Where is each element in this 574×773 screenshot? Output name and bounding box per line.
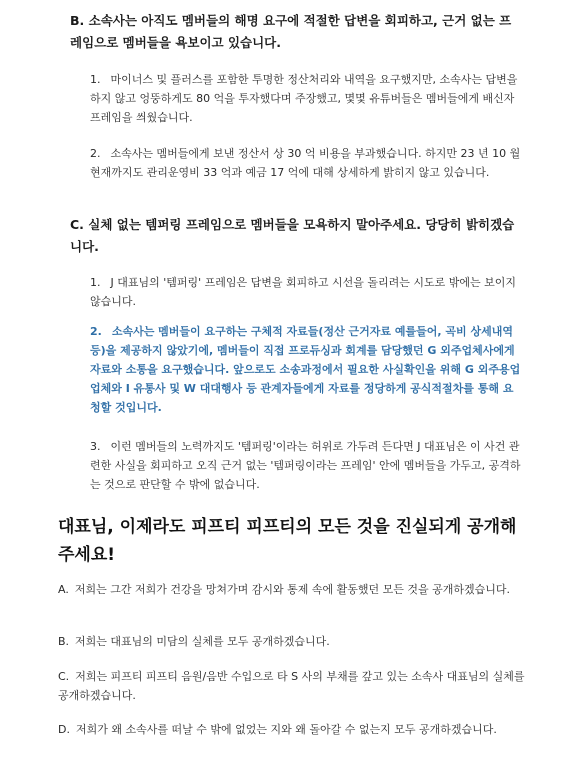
item-text: J 대표님의 '템퍼링' 프레임은 답변을 회피하고 시선을 돌리려는 시도로 밖에는 보이지 않습니다. (90, 276, 517, 308)
appeal-item-b (58, 632, 528, 651)
item-text: 저희가 왜 소속사를 떠날 수 밖에 없었는 지와 왜 돌아갈 수 없는지 모두 공개하겠습니다. (75, 723, 497, 736)
item-text: 이런 멤버들의 노력까지도 '템퍼링'이라는 허위로 가두려 든다면 J 대표님은 이 사건 관련한 사실을 회피하고 오직 근거 없는 '템퍼링이라는 프레임' 안에 멤버들을 가두고, 공격하는 것으로 판단할 수 밖에 없습니다. (90, 440, 521, 491)
item-text: 저희는 대표님의 미담의 실체를 모두 공개하겠습니다. (75, 635, 330, 648)
section-b-item-2 (90, 144, 522, 182)
item-text: 소속사는 멤버들이 요구하는 구체적 자료들(정산 근거자료 예를들어, 곡비 상세내역 등)을 제공하지 않았기에, 멤버들이 직접 프로듀싱과 회계를 담당했던 G 외주업체사에게 자료와 소통을 요구했습니다. 앞으로도 소송과정에서 필요한 사실확인을 위해 G 외주용업업체와 I 유통사 및 W 대대행사 등 관계자들에게 자료를 정당하게 공식적절차를 통해 요청할 것입니다. (90, 325, 521, 414)
item-text: 저희는 피프티 피프티 음원/음반 수입으로 타 S 사의 부채를 갚고 있는 소속사 대표님의 실체를 공개하겠습니다. (58, 670, 525, 702)
item-letter: A. (58, 583, 69, 596)
appeal-heading: 대표님, 이제라도 피프티 피프티의 모든 것을 진실되게 공개해 주세요! (58, 517, 517, 565)
item-text: 소속사는 멤버들에게 보낸 정산서 상 30 억 비용을 부과했습니다. 하지만 23 년 10 월 현재까지도 관리운영비 33 억과 예금 17 억에 대해 상세하게 밝히지 않고 있습니다. (90, 147, 521, 179)
section-c-heading: C. 실체 없는 템퍼링 프레임으로 멤버들을 모욕하지 말아주세요. 당당히 밝히겠습니다. (70, 217, 515, 254)
section-c-item-1 (90, 273, 522, 311)
item-letter: D. (58, 723, 70, 736)
item-number: 1. (90, 276, 101, 289)
item-number: 3. (90, 440, 101, 453)
item-number: 2. (90, 147, 101, 160)
section-b-item-1 (90, 70, 522, 127)
appeal-item-a (58, 580, 528, 599)
section-b-heading: B. 소속사는 아직도 멤버들의 해명 요구에 적절한 답변을 회피하고, 근거 없는 프레임으로 멤버들을 욕보이고 있습니다. (70, 13, 512, 50)
appeal-item-d (58, 720, 528, 739)
item-text: 마이너스 및 플러스를 포함한 투명한 정산처리와 내역을 요구했지만, 소속사는 답변을 하지 않고 엉뚱하게도 80 억을 투자했다며 주장했고, 몇몇 유튜버들은 멤버들에게 배신자 프레임을 씌웠습니다. (90, 73, 518, 124)
item-text: 저희는 그간 저희가 건강을 망쳐가며 감시와 통제 속에 활동했던 모든 것을 공개하겠습니다. (74, 583, 510, 596)
item-letter: C. (58, 670, 70, 683)
item-number: 2. (90, 325, 102, 338)
item-letter: B. (58, 635, 70, 648)
section-c-item-2 (90, 322, 522, 417)
section-c-item-3 (90, 437, 522, 494)
appeal-item-c (58, 667, 528, 705)
item-number: 1. (90, 73, 101, 86)
